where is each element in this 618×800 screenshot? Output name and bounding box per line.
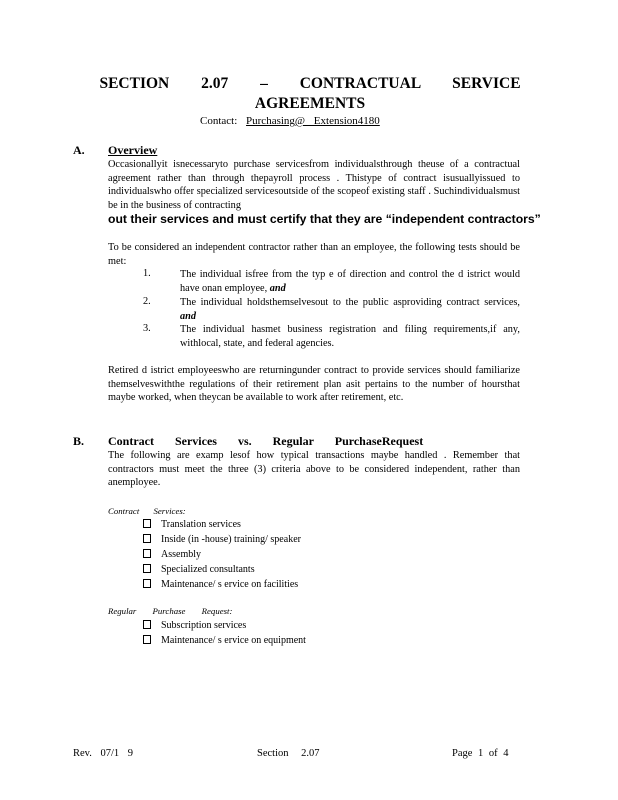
contact-label: Contact:: [200, 115, 238, 127]
section-a-heading: Overview: [108, 143, 158, 157]
test-number-3: 3.: [143, 323, 151, 334]
section-b-letter: B.: [73, 434, 85, 448]
section-a-letter: A.: [73, 143, 85, 157]
list-item: Maintenance/ s ervice on equipment: [143, 633, 306, 648]
footer-page-number: Page 1 of 4: [452, 748, 509, 759]
test-number-1: 1.: [143, 268, 151, 279]
contract-services-label: Contract Services:: [108, 506, 186, 516]
checkbox-icon: [143, 549, 151, 558]
checkbox-icon: [143, 534, 151, 543]
section-a-paragraph-3: Retired d istrict employeeswho are returningunder contract to provide services should familiarize themselveswiththe regulations of their retirement plan asit pertains to the number of hoursthat maybe worked, when theycan be available to work after retirement, etc.: [108, 365, 520, 404]
test-item-1: The individual isfree from the typ e of direction and control the d istrict would have onan employee, and: [180, 269, 520, 294]
section-b-heading: Contract Services vs. Regular PurchaseRequest: [108, 434, 424, 448]
regular-purchase-list: [143, 618, 306, 648]
page-title: SECTION 2.07 – CONTRACTUAL SERVICE: [99, 75, 521, 92]
test-item-3: The individual hasmet business registration and filing requirements,if any, withlocal, state, and federal agencies.: [180, 324, 520, 349]
list-item: Specialized consultants: [143, 562, 301, 577]
footer-revision: Rev. 07/1 9: [73, 748, 134, 759]
regular-purchase-label: Regular Purchase Request:: [108, 606, 233, 616]
checkbox-icon: [143, 519, 151, 528]
checkbox-icon: [143, 635, 151, 644]
list-item: Assembly: [143, 547, 301, 562]
section-b-paragraph-1: The following are examp lesof how typical transactions maybe handled . Remember that contractors must meet the three (3) criteria above to be considered independent, rather than anemployee.: [108, 450, 520, 489]
page-title-line2: AGREEMENTS: [254, 95, 366, 112]
list-item: Inside (in -house) training/ speaker: [143, 532, 301, 547]
contact-line: [200, 115, 380, 127]
test-number-2: 2.: [143, 296, 151, 307]
list-item: Maintenance/ s ervice on facilities: [143, 577, 301, 592]
list-item: Translation services: [143, 517, 301, 532]
list-item: Subscription services: [143, 618, 306, 633]
section-a-paragraph-2: To be considered an independent contractor rather than an employee, the following tests should be met:: [108, 242, 520, 267]
test-item-2: The individual holdsthemselvesout to the public asproviding contract services, and: [180, 297, 520, 322]
contract-services-list: [143, 517, 301, 592]
section-a-paragraph-1-end: out their services and must certify that they are “independent contractors”: [108, 212, 541, 226]
checkbox-icon: [143, 564, 151, 573]
section-a-paragraph-1: Occasionallyit isnecessaryto purchase servicesfrom individualsthrough theuse of a contractual agreement rather than through thepayroll process . Thistype of contract isusuallyissued to individualswho offer specialized servicesoutside of the scopeof existing staff . Suchindividualsmust be in the business of contracting: [108, 159, 520, 211]
footer-section: Section 2.07: [257, 748, 320, 759]
checkbox-icon: [143, 620, 151, 629]
checkbox-icon: [143, 579, 151, 588]
contact-value: Purchasing@ Extension4180: [246, 115, 380, 127]
